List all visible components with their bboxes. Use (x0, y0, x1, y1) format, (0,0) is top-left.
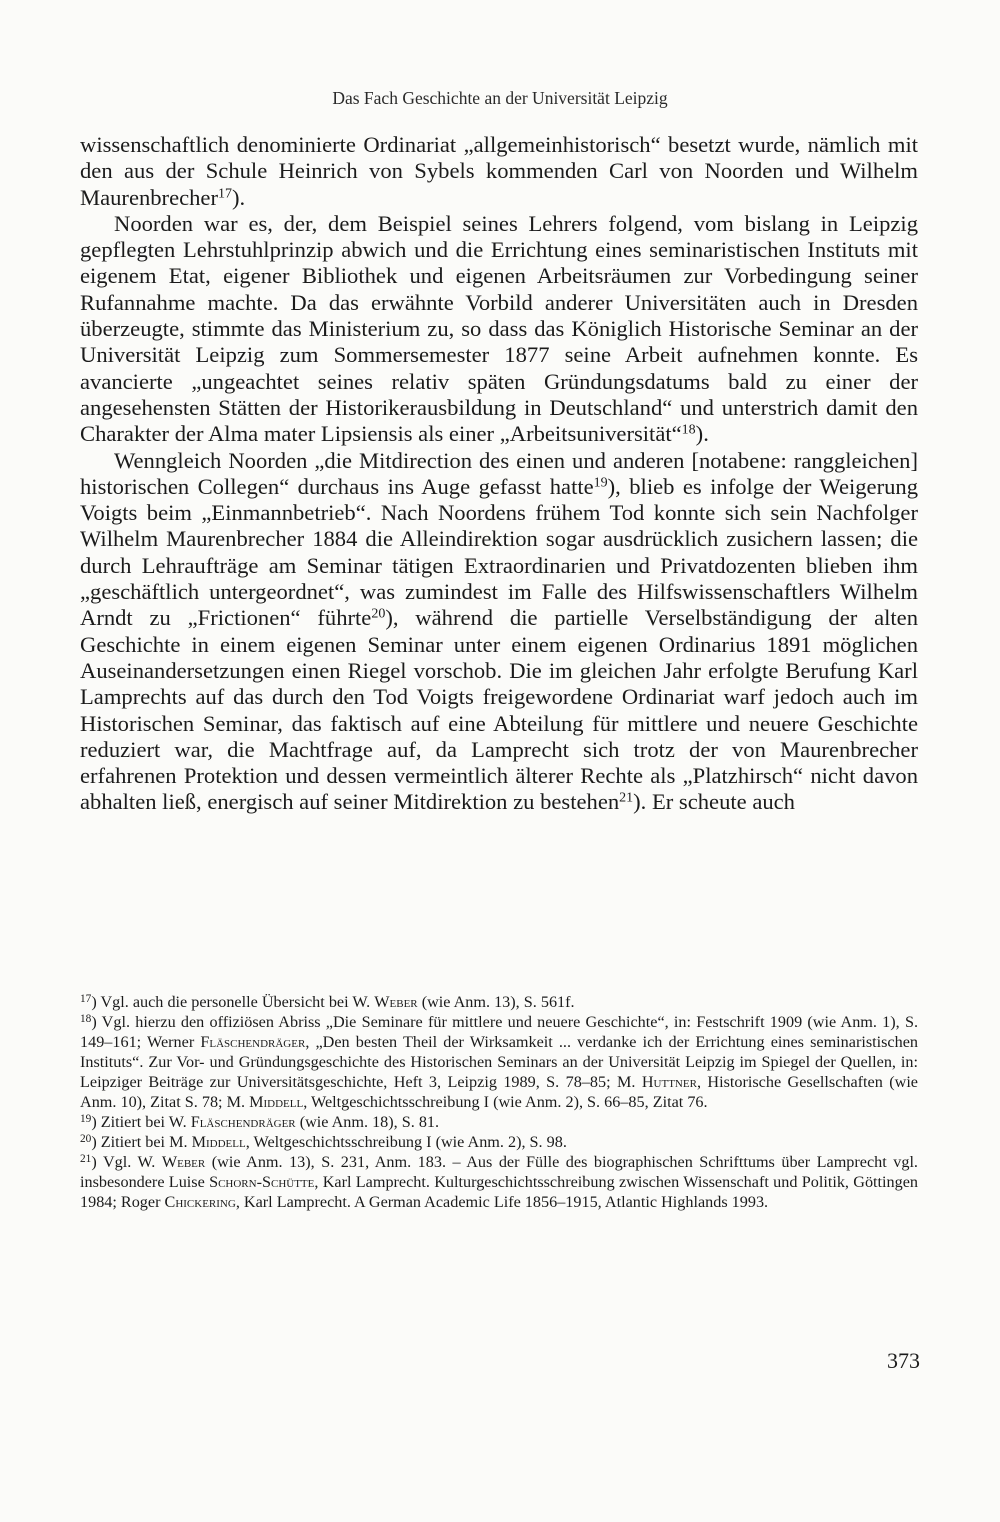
footnote-ref-20[interactable]: 20 (371, 606, 386, 622)
paragraph-text: ), während die partielle Verselbständigung der alten Geschichte in einem eigenen Seminar unter einem eigenen Ordinarius 1891 möglichen Auseinandersetzungen einen Riegel vorschob. Die im gleichen Jahr erfolgte Berufung Karl Lamprechts auf das durch den Tod Voigts freigewordene Ordinariat warf jedoch auch im Historischen Seminar, das faktisch auf eine Abteilung für mittlere und neuere Geschichte reduziert war, die Machtfrage auf, da Lamprecht sich trotz der von Maurenbrecher erfahrenen Protektion und dessen vermeintlich älterer Rechte als „Platzhirsch“ nicht davon abhalten ließ, energisch auf seiner Mitdirektion zu bestehen (80, 605, 918, 815)
footnote-number: 18 (80, 1012, 92, 1025)
paragraph-text: ). (695, 421, 709, 447)
footnote-18 (80, 1012, 918, 1112)
author-name: Fläschendräger (190, 1113, 296, 1131)
footnote-number: 20 (80, 1132, 92, 1145)
footnote-19 (80, 1112, 918, 1132)
author-name: Weber (374, 993, 418, 1011)
paragraph-text: ), blieb es infolge der Weigerung Voigts beim „Einmannbetrieb“. Nach Noordens frühem Tod konnte sich sein Nachfolger Wilhelm Maurenbrecher 1884 die Alleindirektion sogar ausdrücklich zusichern lassen; die durch Lehraufträge am Seminar tätigen Extraordinarien und Privatdozenten blieben ihm „geschäftlich untergeordnet“, was zumindest im Falle des Hilfswissenschaftlers Wilhelm Arndt zu „Frictionen“ führte (80, 473, 918, 631)
author-name: Middell (191, 1133, 246, 1151)
footnote-text: ) Vgl. W. (91, 1153, 162, 1171)
footnote-21 (80, 1152, 918, 1212)
author-name: Middell (249, 1093, 304, 1111)
paragraph-text: Wenngleich Noorden „die Mitdirection des einen und anderen [notabene: ranggleichen] historischen Collegen“ durchaus ins Auge gefasst hatte (80, 447, 918, 499)
footnote-text: , Karl Lamprecht. A German Academic Life 1856–1915, Atlantic Highlands 1993. (235, 1193, 769, 1211)
footnotes (80, 992, 918, 1212)
paragraph-text: ). (232, 184, 246, 210)
author-name: Fläschendräger (200, 1033, 306, 1051)
footnote-text: ) Zitiert bei W. (91, 1113, 191, 1131)
paragraph-text: wissenschaftlich denominierte Ordinariat „allgemeinhistorisch“ besetzt wurde, nämlich mit den aus der Schule Heinrich von Sybels kommenden Carl von Noorden und Wilhelm Maurenbrecher (80, 132, 918, 210)
footnote-text: (wie Anm. 18), S. 81. (295, 1113, 440, 1131)
author-name: Huttner (641, 1073, 697, 1091)
footnote-ref-17[interactable]: 17 (218, 185, 232, 201)
running-head: Das Fach Geschichte an der Universität Leipzig (332, 88, 668, 108)
footnote-text: , Weltgeschichtsschreibung I (wie Anm. 2), S. 66–85, Zitat 76. (303, 1093, 708, 1111)
page-number: 373 (887, 1348, 920, 1373)
footnote-ref-18[interactable]: 18 (681, 422, 696, 438)
footnote-text: , „Den besten Theil der Wirksamkeit ... verdanke ich der Errichtung eines seminaristischen Instituts“. Zur Vor- und Gründungsgeschichte des Historischen Seminars an der Universität Leipzig im Spiegel der Quellen, in: Leipziger Beiträge zur Universitätsgeschichte, Heft 3, Leipzig 1989, S. 78–85; M. (80, 1033, 918, 1091)
footnote-text: , Historische Gesellschaften (wie Anm. 10), Zitat S. 78; M. (80, 1073, 918, 1111)
footnote-20 (80, 1132, 918, 1152)
footnote-text: ) Zitiert bei M. (91, 1133, 192, 1151)
footnote-number: 19 (80, 1112, 92, 1125)
paragraph-1 (80, 132, 918, 211)
author-name: Schorn-Schütte (209, 1173, 315, 1191)
footnote-ref-21[interactable]: 21 (619, 790, 634, 806)
footnote-text: , Karl Lamprecht. Kulturgeschichtsschreibung zwischen Wissenschaft und Politik, Göttingen 1984; Roger (80, 1173, 918, 1211)
paragraph-2 (80, 211, 918, 448)
footnote-text: ) Vgl. hierzu den offiziösen Abriss „Die Seminare für mittlere und neuere Geschichte“, in: Festschrift 1909 (wie Anm. 1), S. 149–161; Werner (80, 1013, 918, 1051)
footnote-number: 21 (80, 1152, 92, 1165)
footnote-number: 17 (80, 992, 92, 1005)
footnote-text: (wie Anm. 13), S. 561f. (417, 993, 575, 1011)
footnote-17 (80, 992, 918, 1012)
body-text (80, 132, 918, 816)
footnote-ref-19[interactable]: 19 (593, 475, 608, 491)
author-name: Weber (161, 1153, 206, 1171)
footnote-text: ) Vgl. auch die personelle Übersicht bei W. (91, 993, 375, 1011)
paragraph-3 (80, 448, 918, 816)
paragraph-text: ). Er scheute auch (633, 789, 795, 815)
footnote-text: , Weltgeschichtsschreibung I (wie Anm. 2), S. 98. (245, 1133, 567, 1151)
footnote-text: (wie Anm. 13), S. 231, Anm. 183. – Aus der Fülle des biographischen Schrifttums über Lamprecht vgl. insbesondere Luise (80, 1153, 918, 1191)
paragraph-text: Noorden war es, der, dem Beispiel seines Lehrers folgend, vom bislang in Leipzig gepflegten Lehrstuhlprinzip abwich und die Errichtung eines seminaristischen Instituts mit eigenem Etat, eigener Bibliothek und eigenen Arbeitsräumen zur Vorbedingung seiner Rufannahme machte. Da das erwähnte Vorbild anderer Universitäten auch in Dresden überzeugte, stimmte das Ministerium zu, so dass das Königlich Historische Seminar an der Universität Leipzig zum Sommersemester 1877 seine Arbeit aufnehmen konnte. Es avancierte „ungeachtet seines relativ späten Gründungsdatums bald zu einer der angesehensten Stätten der Historikerausbildung in Deutschland“ und unterstrich damit den Charakter der Alma mater Lipsiensis als einer „Arbeitsuniversität“ (80, 210, 918, 447)
author-name: Chickering (164, 1193, 236, 1211)
